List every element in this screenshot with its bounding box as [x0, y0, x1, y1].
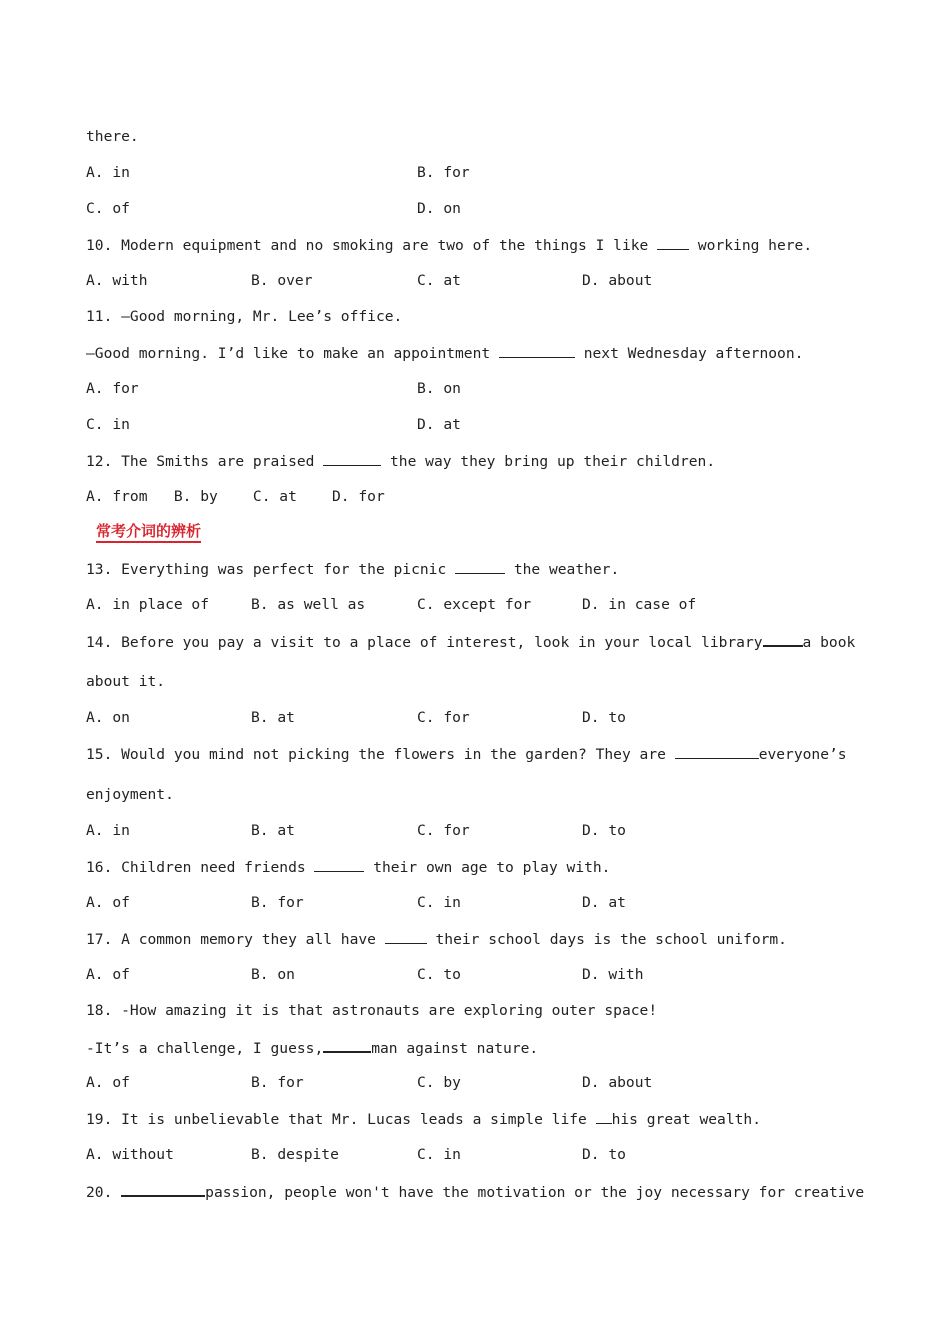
q15-stem-before: 15. Would you mind not picking the flowers in the garden? They are	[86, 746, 675, 763]
q12-options: A. from B. by C. at D. for	[86, 488, 385, 505]
q11-option-c: C. in	[86, 416, 130, 433]
q18-line2-after: man against nature.	[371, 1040, 539, 1057]
q14-line2: about it.	[86, 673, 166, 690]
q14-option-d: D. to	[582, 709, 626, 726]
q19-option-b: B. despite	[251, 1146, 339, 1163]
q9-option-a: A. in	[86, 164, 130, 181]
q14-stem-after: a book	[802, 634, 856, 651]
q18-option-c: C. by	[417, 1074, 461, 1091]
q20-stem-after: passion, people won't have the motivation or the joy necessary for creative	[205, 1184, 865, 1201]
q17-option-c: C. to	[417, 966, 461, 983]
q9-option-c: C. of	[86, 200, 130, 217]
q10-option-c: C. at	[417, 272, 461, 289]
q11-blank	[499, 344, 575, 358]
q11-line1: 11. —Good morning, Mr. Lee’s office.	[86, 308, 403, 325]
q15-blank	[675, 745, 759, 759]
q18-option-d: D. about	[582, 1074, 653, 1091]
q18-line2-before: -It’s a challenge, I guess,	[86, 1040, 324, 1057]
q10-option-d: D. about	[582, 272, 653, 289]
q19-option-c: C. in	[417, 1146, 461, 1163]
q11-line2-before: —Good morning. I’d like to make an appointment	[86, 345, 499, 362]
q16-option-a: A. of	[86, 894, 130, 911]
q13-option-b: B. as well as	[251, 596, 366, 613]
q13-stem-after: the weather.	[505, 561, 620, 578]
q16-blank	[314, 858, 364, 872]
q13-option-c: C. except for	[417, 596, 532, 613]
q13-stem	[86, 560, 619, 579]
q13-option-d: D. in case of	[582, 596, 697, 613]
q15-stem	[86, 745, 847, 764]
q18-option-b: B. for	[251, 1074, 304, 1091]
q17-option-d: D. with	[582, 966, 644, 983]
q17-stem	[86, 930, 787, 949]
q9-option-d: D. on	[417, 200, 461, 217]
q18-option-a: A. of	[86, 1074, 130, 1091]
q20-stem	[86, 1182, 864, 1202]
q14-option-c: C. for	[417, 709, 470, 726]
q16-option-c: C. in	[417, 894, 461, 911]
q15-line2: enjoyment.	[86, 786, 174, 803]
q16-stem-after: their own age to play with.	[364, 859, 611, 876]
q19-stem	[86, 1110, 761, 1129]
q11-line2-after: next Wednesday afternoon.	[574, 345, 804, 362]
q13-blank	[455, 560, 505, 574]
q17-option-b: B. on	[251, 966, 295, 983]
q19-stem-after: his great wealth.	[611, 1111, 761, 1128]
q20-stem-before: 20.	[86, 1184, 122, 1201]
q15-option-a: A. in	[86, 822, 130, 839]
q11-option-a: A. for	[86, 380, 139, 397]
q12-stem-before: 12. The Smiths are praised	[86, 453, 324, 470]
section-title: 常考介词的辨析	[96, 522, 201, 543]
q17-option-a: A. of	[86, 966, 130, 983]
q14-blank	[763, 632, 803, 647]
q10-option-b: B. over	[251, 272, 313, 289]
q17-stem-before: 17. A common memory they all have	[86, 931, 385, 948]
q19-option-a: A. without	[86, 1146, 174, 1163]
q10-stem-after: working here.	[689, 237, 813, 254]
q14-stem	[86, 632, 855, 652]
q10-stem	[86, 236, 812, 255]
q16-option-d: D. at	[582, 894, 626, 911]
q19-option-d: D. to	[582, 1146, 626, 1163]
q12-stem-after: the way they bring up their children.	[381, 453, 716, 470]
q9-option-b: B. for	[417, 164, 470, 181]
q15-option-d: D. to	[582, 822, 626, 839]
q15-stem-after: everyone’s	[758, 746, 847, 763]
q11-option-d: D. at	[417, 416, 461, 433]
q18-blank	[323, 1038, 371, 1053]
q13-option-a: A. in place of	[86, 596, 210, 613]
q11-option-b: B. on	[417, 380, 461, 397]
q10-blank	[657, 236, 689, 250]
q18-line1: 18. -How amazing it is that astronauts are exploring outer space!	[86, 1002, 658, 1019]
q10-option-a: A. with	[86, 272, 148, 289]
q16-stem	[86, 858, 610, 877]
q19-blank	[596, 1110, 612, 1124]
q12-blank	[323, 452, 381, 466]
q16-option-b: B. for	[251, 894, 304, 911]
q11-line2	[86, 344, 803, 363]
q15-option-b: B. at	[251, 822, 295, 839]
q19-stem-before: 19. It is unbelievable that Mr. Lucas leads a simple life	[86, 1111, 596, 1128]
q14-option-b: B. at	[251, 709, 295, 726]
q20-blank	[121, 1182, 205, 1197]
q15-option-c: C. for	[417, 822, 470, 839]
q14-option-a: A. on	[86, 709, 130, 726]
q9-tail: there.	[86, 128, 139, 145]
q12-stem	[86, 452, 715, 471]
q13-stem-before: 13. Everything was perfect for the picnic	[86, 561, 456, 578]
q18-line2	[86, 1038, 538, 1058]
q14-stem-before: 14. Before you pay a visit to a place of interest, look in your local library	[86, 634, 763, 651]
q17-stem-after: their school days is the school uniform.	[426, 931, 787, 948]
q17-blank	[385, 930, 427, 944]
q10-stem-before: 10. Modern equipment and no smoking are two of the things I like	[86, 237, 658, 254]
q16-stem-before: 16. Children need friends	[86, 859, 315, 876]
